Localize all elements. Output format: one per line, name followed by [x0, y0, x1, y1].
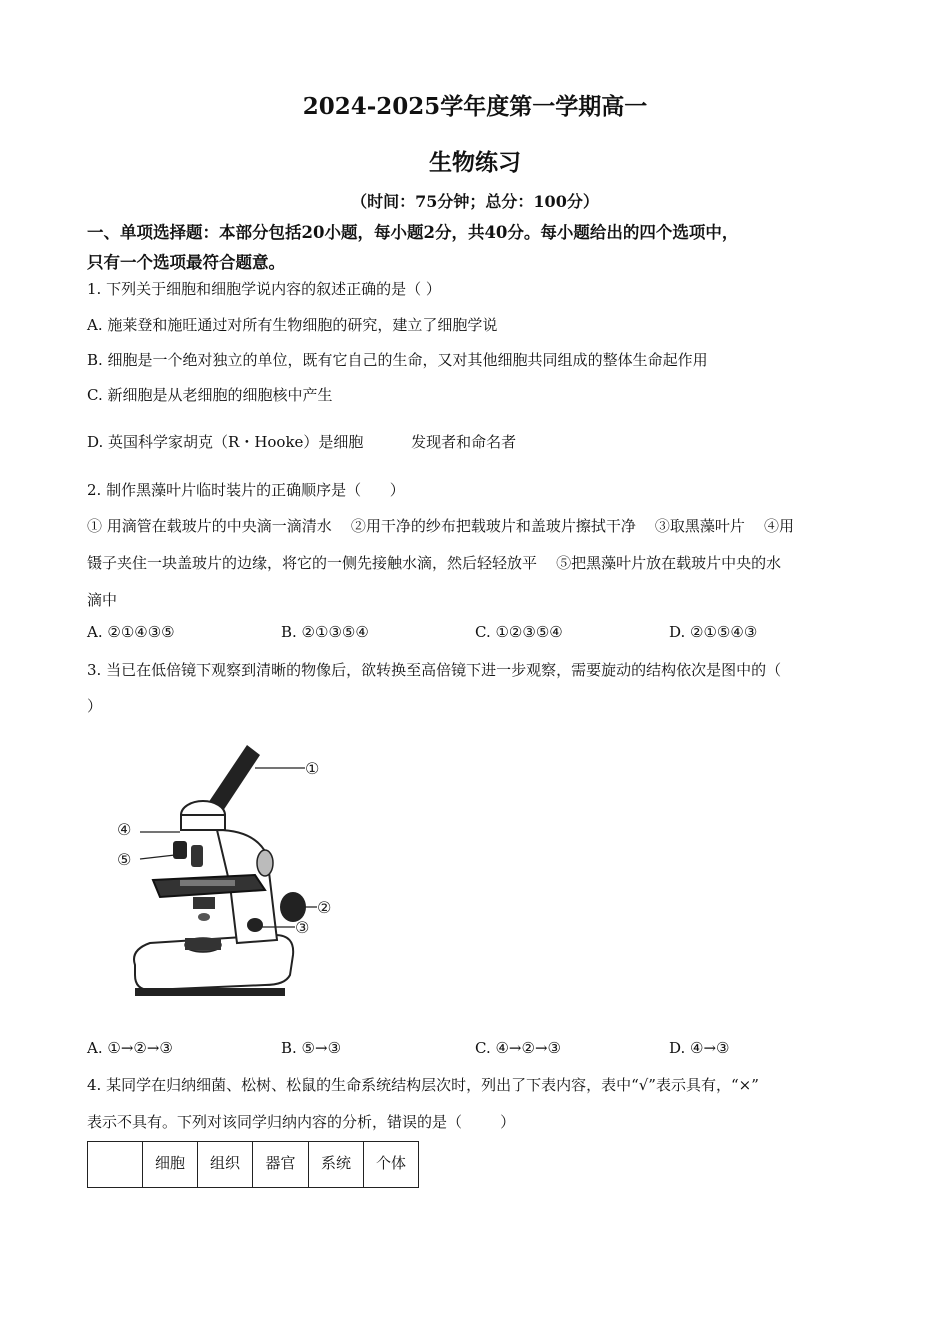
q2-body-line3: 滴中 [87, 591, 118, 609]
section-heading-line2: 只有一个选项最符合题意。 [87, 253, 285, 272]
q3-option-c: C. ④→②→③ [475, 1039, 561, 1057]
table-header-cell: 系统 [309, 1142, 364, 1188]
table-header-cell: 组织 [198, 1142, 253, 1188]
table-header-row [88, 1142, 419, 1188]
label-3: ③ [295, 918, 310, 937]
q4-stem-line2: 表示不具有。下列对该同学归纳内容的分析，错误的是（ ） [87, 1113, 516, 1131]
table-header-cell [88, 1142, 143, 1188]
microscope-figure [105, 735, 345, 1010]
q1-option-c: C. 新细胞是从老细胞的细胞核中产生 [87, 386, 333, 404]
section-heading-line1: 一、单项选择题：本部分包括20小题，每小题2分，共40分。每小题给出的四个选项中， [87, 223, 739, 242]
q3-option-a: A. ①→②→③ [87, 1039, 173, 1057]
q2-body-line2: 镊子夹住一块盖玻片的边缘，将它的一侧先接触水滴，然后轻轻放平 ⑤把黑藻叶片放在载玻片中央的水 [87, 554, 782, 572]
q3-stem-line1: 3. 当已在低倍镜下观察到清晰的物像后，欲转换至高倍镜下进一步观察，需要旋动的结构依次是图中的（ [87, 661, 782, 679]
exam-info: （时间：75分钟；总分：100分） [351, 192, 599, 211]
table-header-cell: 个体 [364, 1142, 419, 1188]
q3-stem-line2: ） [87, 697, 103, 715]
q3-option-d: D. ④→③ [669, 1039, 730, 1057]
table-header-cell: 器官 [253, 1142, 309, 1188]
table-header-cell: 细胞 [143, 1142, 198, 1188]
q1-option-b: B. 细胞是一个绝对独立的单位，既有它自己的生命，又对其他细胞共同组成的整体生命起作用 [87, 351, 708, 369]
q2-option-d: D. ②①⑤④③ [669, 623, 758, 641]
label-2: ② [317, 898, 332, 917]
q1-option-d: D. 英国科学家胡克（R・Hooke）是细胞 发现者和命名者 [87, 433, 517, 451]
q4-table [87, 1141, 419, 1188]
q1-stem: 1. 下列关于细胞和细胞学说内容的叙述正确的是（ ） [87, 280, 441, 298]
label-1: ① [305, 759, 320, 778]
q2-option-c: C. ①②③⑤④ [475, 623, 563, 641]
q2-option-b: B. ②①③⑤④ [281, 623, 369, 641]
document-title: 2024-2025学年度第一学期高一 [302, 93, 648, 120]
q2-body-line1: ① 用滴管在载玻片的中央滴一滴清水 ②用干净的纱布把载玻片和盖玻片擦拭干净 ③取黑藻叶片 ④用 [87, 517, 794, 535]
label-4: ④ [117, 820, 132, 839]
q3-option-b: B. ⑤→③ [281, 1039, 342, 1057]
label-5: ⑤ [117, 850, 132, 869]
document-subtitle: 生物练习 [429, 149, 521, 176]
q4-stem-line1: 4. 某同学在归纳细菌、松树、松鼠的生命系统结构层次时，列出了下表内容，表中“√”表示具有，“×” [87, 1076, 759, 1094]
q2-stem: 2. 制作黑藻叶片临时装片的正确顺序是（ ） [87, 481, 405, 499]
q1-option-a: A. 施莱登和施旺通过对所有生物细胞的研究，建立了细胞学说 [87, 316, 498, 334]
q2-option-a: A. ②①④③⑤ [87, 623, 175, 641]
